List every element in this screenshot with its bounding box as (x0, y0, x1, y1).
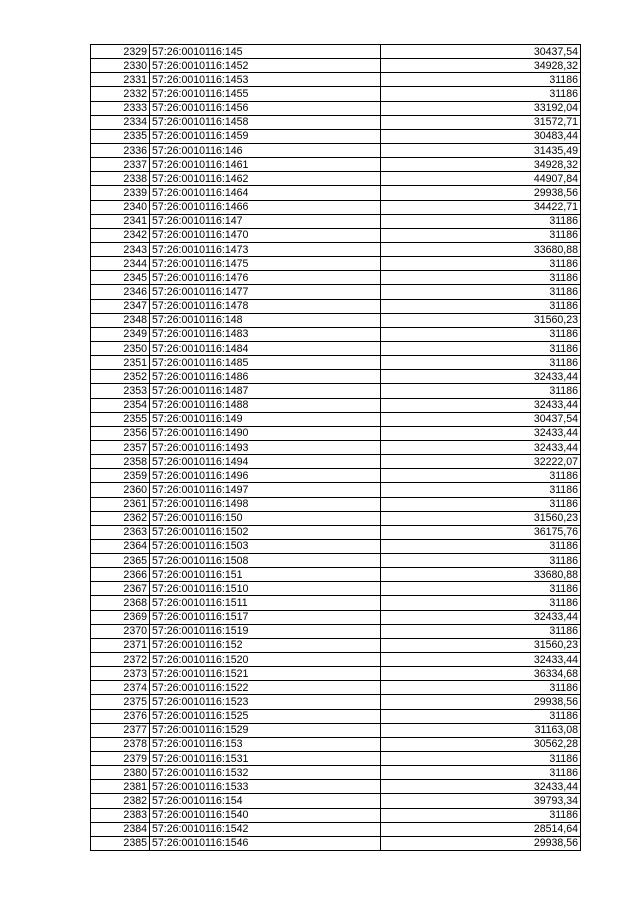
table-row (91, 370, 581, 384)
table-row (91, 455, 581, 469)
cadastral-number-cell: 57:26:0010116:1542 (150, 822, 381, 836)
table-row (91, 257, 581, 271)
value-cell: 31186 (381, 285, 581, 299)
cadastral-number-cell: 57:26:0010116:1533 (150, 780, 381, 794)
cadastral-number-cell: 57:26:0010116:1523 (150, 695, 381, 709)
value-cell: 31186 (381, 87, 581, 101)
cadastral-number-cell: 57:26:0010116:1476 (150, 271, 381, 285)
cadastral-number-cell: 57:26:0010116:1511 (150, 596, 381, 610)
row-number-cell: 2355 (91, 412, 150, 426)
cadastral-number-cell: 57:26:0010116:150 (150, 511, 381, 525)
value-cell: 32222,07 (381, 455, 581, 469)
table-row (91, 356, 581, 370)
row-number-cell: 2365 (91, 554, 150, 568)
cadastral-number-cell: 57:26:0010116:1458 (150, 115, 381, 129)
table-row (91, 59, 581, 73)
row-number-cell: 2351 (91, 356, 150, 370)
value-cell: 31163,08 (381, 723, 581, 737)
value-cell: 31435,49 (381, 143, 581, 157)
table-row (91, 384, 581, 398)
cadastral-number-cell: 57:26:0010116:1546 (150, 836, 381, 850)
row-number-cell: 2385 (91, 836, 150, 850)
row-number-cell: 2366 (91, 568, 150, 582)
value-cell: 31186 (381, 257, 581, 271)
value-cell: 32433,44 (381, 398, 581, 412)
cadastral-number-cell: 57:26:0010116:1532 (150, 766, 381, 780)
value-cell: 31186 (381, 469, 581, 483)
value-cell: 31560,23 (381, 638, 581, 652)
cadastral-number-cell: 57:26:0010116:1531 (150, 752, 381, 766)
value-cell: 31186 (381, 582, 581, 596)
value-cell: 31186 (381, 808, 581, 822)
table-row (91, 780, 581, 794)
cadastral-number-cell: 57:26:0010116:151 (150, 568, 381, 582)
cadastral-number-cell: 57:26:0010116:1456 (150, 101, 381, 115)
cadastral-number-cell: 57:26:0010116:146 (150, 143, 381, 157)
table-row (91, 87, 581, 101)
cadastral-number-cell: 57:26:0010116:149 (150, 412, 381, 426)
row-number-cell: 2337 (91, 158, 150, 172)
row-number-cell: 2364 (91, 539, 150, 553)
row-number-cell: 2341 (91, 214, 150, 228)
value-cell: 30562,28 (381, 737, 581, 751)
row-number-cell: 2360 (91, 483, 150, 497)
row-number-cell: 2335 (91, 129, 150, 143)
cadastral-number-cell: 57:26:0010116:148 (150, 313, 381, 327)
cadastral-number-cell: 57:26:0010116:153 (150, 737, 381, 751)
cadastral-number-cell: 57:26:0010116:145 (150, 45, 381, 59)
table-row (91, 440, 581, 454)
value-cell: 31186 (381, 299, 581, 313)
value-cell: 31186 (381, 624, 581, 638)
table-row (91, 511, 581, 525)
row-number-cell: 2333 (91, 101, 150, 115)
row-number-cell: 2374 (91, 681, 150, 695)
table-row (91, 610, 581, 624)
cadastral-number-cell: 57:26:0010116:1487 (150, 384, 381, 398)
row-number-cell: 2332 (91, 87, 150, 101)
table-row (91, 808, 581, 822)
row-number-cell: 2375 (91, 695, 150, 709)
table-row (91, 172, 581, 186)
value-cell: 31186 (381, 384, 581, 398)
cadastral-number-cell: 57:26:0010116:1459 (150, 129, 381, 143)
table-row (91, 115, 581, 129)
row-number-cell: 2352 (91, 370, 150, 384)
value-cell: 31186 (381, 497, 581, 511)
cadastral-number-cell: 57:26:0010116:1525 (150, 709, 381, 723)
value-cell: 34928,32 (381, 158, 581, 172)
cadastral-number-cell: 57:26:0010116:1478 (150, 299, 381, 313)
value-cell: 31186 (381, 752, 581, 766)
row-number-cell: 2363 (91, 525, 150, 539)
value-cell: 32433,44 (381, 653, 581, 667)
value-cell: 32433,44 (381, 610, 581, 624)
value-cell: 31572,71 (381, 115, 581, 129)
row-number-cell: 2380 (91, 766, 150, 780)
cadastral-number-cell: 57:26:0010116:1483 (150, 327, 381, 341)
row-number-cell: 2357 (91, 440, 150, 454)
table-row (91, 483, 581, 497)
cadastral-number-cell: 57:26:0010116:1464 (150, 186, 381, 200)
table-row (91, 426, 581, 440)
value-cell: 31186 (381, 271, 581, 285)
cadastral-number-cell: 57:26:0010116:1494 (150, 455, 381, 469)
cadastral-number-cell: 57:26:0010116:1477 (150, 285, 381, 299)
cadastral-number-cell: 57:26:0010116:1517 (150, 610, 381, 624)
row-number-cell: 2340 (91, 200, 150, 214)
table-row (91, 497, 581, 511)
cadastral-number-cell: 57:26:0010116:1488 (150, 398, 381, 412)
row-number-cell: 2383 (91, 808, 150, 822)
table-row (91, 582, 581, 596)
row-number-cell: 2334 (91, 115, 150, 129)
table-row (91, 653, 581, 667)
row-number-cell: 2348 (91, 313, 150, 327)
table-row (91, 624, 581, 638)
table-row (91, 836, 581, 850)
cadastral-number-cell: 57:26:0010116:1497 (150, 483, 381, 497)
cadastral-number-cell: 57:26:0010116:1508 (150, 554, 381, 568)
table-row (91, 73, 581, 87)
cadastral-number-cell: 57:26:0010116:1496 (150, 469, 381, 483)
cadastral-number-cell: 57:26:0010116:1470 (150, 228, 381, 242)
value-cell: 31186 (381, 483, 581, 497)
value-cell: 31186 (381, 539, 581, 553)
cadastral-number-cell: 57:26:0010116:1503 (150, 539, 381, 553)
value-cell: 31186 (381, 709, 581, 723)
table-row (91, 709, 581, 723)
cadastral-number-cell: 57:26:0010116:1519 (150, 624, 381, 638)
value-cell: 32433,44 (381, 440, 581, 454)
value-cell: 29938,56 (381, 836, 581, 850)
cadastral-number-cell: 57:26:0010116:1484 (150, 341, 381, 355)
table-row (91, 412, 581, 426)
table-row (91, 45, 581, 59)
table-row (91, 186, 581, 200)
table-row (91, 341, 581, 355)
row-number-cell: 2362 (91, 511, 150, 525)
table-row (91, 554, 581, 568)
table-row (91, 752, 581, 766)
row-number-cell: 2372 (91, 653, 150, 667)
cadastral-number-cell: 57:26:0010116:1498 (150, 497, 381, 511)
row-number-cell: 2361 (91, 497, 150, 511)
table-row (91, 299, 581, 313)
value-cell: 44907,84 (381, 172, 581, 186)
cadastral-number-cell: 57:26:0010116:147 (150, 214, 381, 228)
cadastral-number-cell: 57:26:0010116:1485 (150, 356, 381, 370)
value-cell: 31186 (381, 228, 581, 242)
table-row (91, 200, 581, 214)
table-row (91, 271, 581, 285)
table-row (91, 525, 581, 539)
value-cell: 32433,44 (381, 370, 581, 384)
table-row (91, 568, 581, 582)
table-row (91, 214, 581, 228)
table-row (91, 638, 581, 652)
row-number-cell: 2339 (91, 186, 150, 200)
value-cell: 36175,76 (381, 525, 581, 539)
value-cell: 29938,56 (381, 695, 581, 709)
row-number-cell: 2358 (91, 455, 150, 469)
table-row (91, 242, 581, 256)
value-cell: 33192,04 (381, 101, 581, 115)
cadastral-number-cell: 57:26:0010116:1540 (150, 808, 381, 822)
row-number-cell: 2369 (91, 610, 150, 624)
table-row (91, 158, 581, 172)
row-number-cell: 2344 (91, 257, 150, 271)
cadastral-number-cell: 57:26:0010116:1529 (150, 723, 381, 737)
table-row (91, 313, 581, 327)
table-row (91, 285, 581, 299)
row-number-cell: 2342 (91, 228, 150, 242)
row-number-cell: 2330 (91, 59, 150, 73)
cadastral-number-cell: 57:26:0010116:1473 (150, 242, 381, 256)
row-number-cell: 2384 (91, 822, 150, 836)
value-cell: 30483,44 (381, 129, 581, 143)
table-row (91, 539, 581, 553)
row-number-cell: 2377 (91, 723, 150, 737)
cadastral-number-cell: 57:26:0010116:1475 (150, 257, 381, 271)
row-number-cell: 2353 (91, 384, 150, 398)
table-row (91, 596, 581, 610)
table-row (91, 398, 581, 412)
value-cell: 31186 (381, 327, 581, 341)
cadastral-number-cell: 57:26:0010116:1486 (150, 370, 381, 384)
value-cell: 31186 (381, 214, 581, 228)
cadastral-number-cell: 57:26:0010116:1510 (150, 582, 381, 596)
row-number-cell: 2359 (91, 469, 150, 483)
row-number-cell: 2336 (91, 143, 150, 157)
table-row (91, 723, 581, 737)
cadastral-number-cell: 57:26:0010116:1452 (150, 59, 381, 73)
table-row (91, 101, 581, 115)
value-cell: 31186 (381, 356, 581, 370)
row-number-cell: 2347 (91, 299, 150, 313)
cadastral-number-cell: 57:26:0010116:154 (150, 794, 381, 808)
value-cell: 31186 (381, 341, 581, 355)
value-cell: 36334,68 (381, 667, 581, 681)
value-cell: 32433,44 (381, 426, 581, 440)
row-number-cell: 2368 (91, 596, 150, 610)
cadastral-number-cell: 57:26:0010116:1455 (150, 87, 381, 101)
value-cell: 30437,54 (381, 45, 581, 59)
table-row (91, 681, 581, 695)
value-cell: 33680,88 (381, 242, 581, 256)
table-row (91, 766, 581, 780)
cadastral-number-cell: 57:26:0010116:1521 (150, 667, 381, 681)
row-number-cell: 2378 (91, 737, 150, 751)
row-number-cell: 2349 (91, 327, 150, 341)
row-number-cell: 2373 (91, 667, 150, 681)
value-cell: 31186 (381, 681, 581, 695)
cadastral-number-cell: 57:26:0010116:1462 (150, 172, 381, 186)
value-cell: 31186 (381, 766, 581, 780)
row-number-cell: 2331 (91, 73, 150, 87)
value-cell: 34422,71 (381, 200, 581, 214)
value-cell: 28514,64 (381, 822, 581, 836)
row-number-cell: 2354 (91, 398, 150, 412)
data-table (90, 44, 581, 851)
value-cell: 32433,44 (381, 780, 581, 794)
value-cell: 33680,88 (381, 568, 581, 582)
value-cell: 30437,54 (381, 412, 581, 426)
row-number-cell: 2345 (91, 271, 150, 285)
cadastral-number-cell: 57:26:0010116:1522 (150, 681, 381, 695)
value-cell: 31186 (381, 554, 581, 568)
value-cell: 31186 (381, 596, 581, 610)
table-row (91, 667, 581, 681)
cadastral-number-cell: 57:26:0010116:1490 (150, 426, 381, 440)
table-row (91, 129, 581, 143)
row-number-cell: 2367 (91, 582, 150, 596)
table-body (91, 45, 581, 851)
table-row (91, 143, 581, 157)
row-number-cell: 2338 (91, 172, 150, 186)
row-number-cell: 2370 (91, 624, 150, 638)
table-row (91, 695, 581, 709)
cadastral-number-cell: 57:26:0010116:152 (150, 638, 381, 652)
value-cell: 31186 (381, 73, 581, 87)
value-cell: 39793,34 (381, 794, 581, 808)
row-number-cell: 2379 (91, 752, 150, 766)
table-row (91, 822, 581, 836)
row-number-cell: 2356 (91, 426, 150, 440)
cadastral-number-cell: 57:26:0010116:1466 (150, 200, 381, 214)
table-row (91, 327, 581, 341)
cadastral-number-cell: 57:26:0010116:1453 (150, 73, 381, 87)
cadastral-number-cell: 57:26:0010116:1502 (150, 525, 381, 539)
table-row (91, 794, 581, 808)
value-cell: 31560,23 (381, 313, 581, 327)
value-cell: 29938,56 (381, 186, 581, 200)
table-row (91, 228, 581, 242)
row-number-cell: 2329 (91, 45, 150, 59)
value-cell: 31560,23 (381, 511, 581, 525)
row-number-cell: 2382 (91, 794, 150, 808)
cadastral-number-cell: 57:26:0010116:1461 (150, 158, 381, 172)
row-number-cell: 2346 (91, 285, 150, 299)
value-cell: 34928,32 (381, 59, 581, 73)
table-row (91, 469, 581, 483)
cadastral-number-cell: 57:26:0010116:1493 (150, 440, 381, 454)
row-number-cell: 2381 (91, 780, 150, 794)
row-number-cell: 2350 (91, 341, 150, 355)
row-number-cell: 2376 (91, 709, 150, 723)
cadastral-number-cell: 57:26:0010116:1520 (150, 653, 381, 667)
row-number-cell: 2343 (91, 242, 150, 256)
table-row (91, 737, 581, 751)
row-number-cell: 2371 (91, 638, 150, 652)
